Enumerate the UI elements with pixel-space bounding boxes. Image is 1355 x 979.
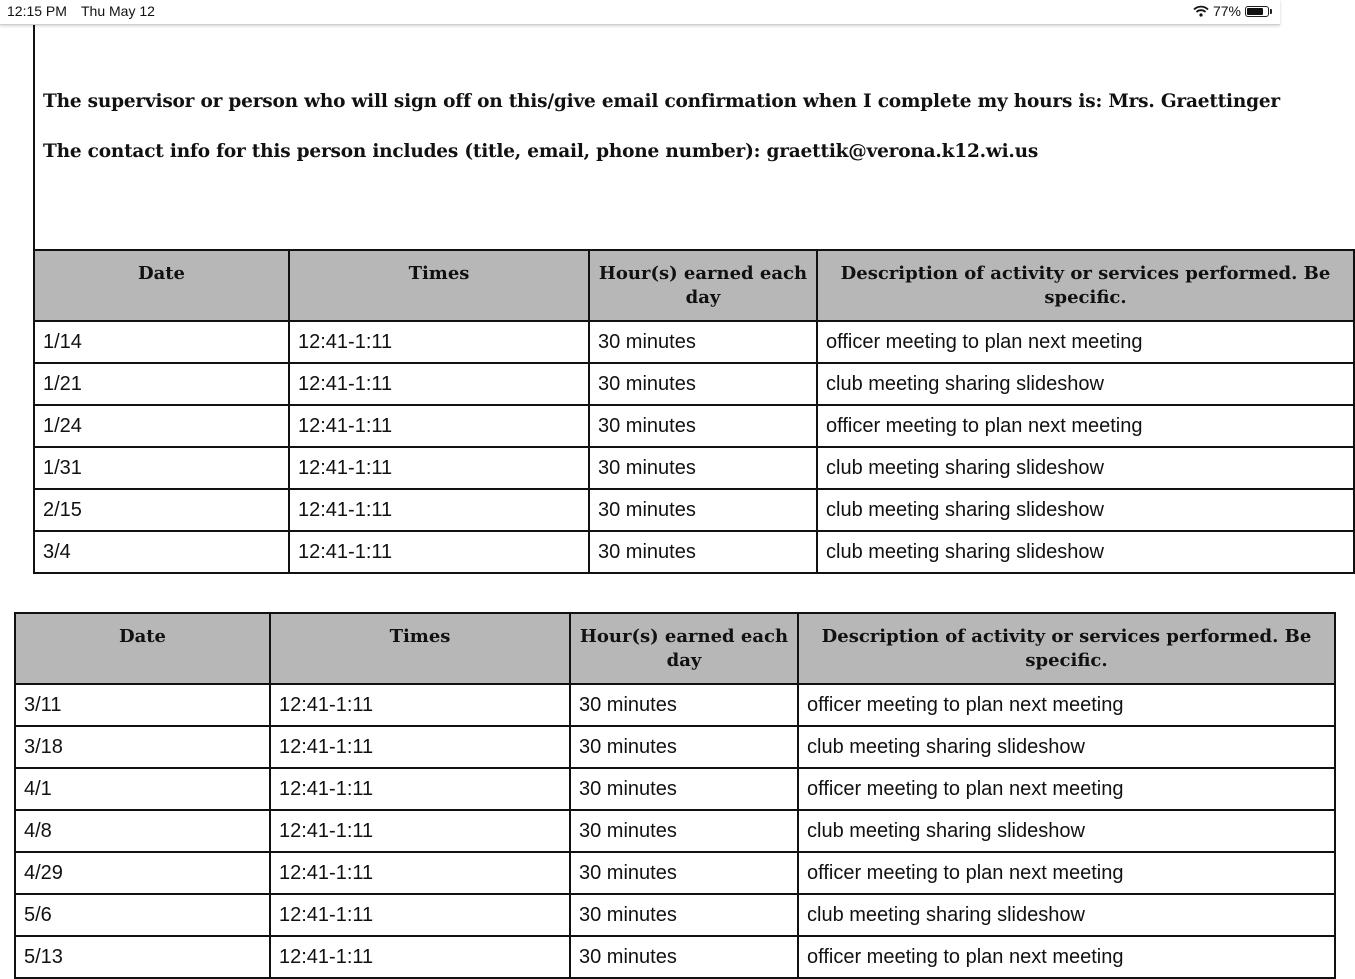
table-row (15, 684, 1335, 726)
cell-hours: 30 minutes (589, 489, 817, 531)
cell-description: club meeting sharing slideshow (798, 726, 1335, 768)
table-row (34, 321, 1354, 363)
supervisor-line: The supervisor or person who will sign off on this/give email confirmation when I complete my hours is: Mrs. Graettinger (43, 91, 1280, 112)
cell-date: 5/6 (15, 894, 270, 936)
cell-hours: 30 minutes (589, 531, 817, 573)
cell-hours: 30 minutes (589, 321, 817, 363)
cell-description: officer meeting to plan next meeting (798, 768, 1335, 810)
table-row (15, 936, 1335, 978)
table-header-row (34, 250, 1354, 321)
cell-hours: 30 minutes (570, 852, 798, 894)
cell-times: 12:41-1:11 (270, 936, 570, 978)
table-row (15, 768, 1335, 810)
contact-line: The contact info for this person includes (title, email, phone number): graettik@verona.k12.wi.us (43, 141, 1039, 162)
cell-times: 12:41-1:11 (270, 810, 570, 852)
cell-date: 1/31 (34, 447, 289, 489)
cell-times: 12:41-1:11 (289, 447, 589, 489)
cell-date: 3/18 (15, 726, 270, 768)
hours-table-2 (14, 612, 1336, 979)
table-row (34, 405, 1354, 447)
battery-tip (1270, 9, 1272, 14)
cell-date: 1/24 (34, 405, 289, 447)
header-description: Description of activity or services performed. Be specific. (798, 613, 1335, 684)
cell-description: officer meeting to plan next meeting (798, 852, 1335, 894)
cell-hours: 30 minutes (570, 726, 798, 768)
cell-description: officer meeting to plan next meeting (817, 321, 1354, 363)
info-box (33, 25, 1295, 249)
battery-percent: 77% (1212, 3, 1241, 19)
header-description: Description of activity or services performed. Be specific. (817, 250, 1354, 321)
cell-description: officer meeting to plan next meeting (817, 405, 1354, 447)
cell-description: club meeting sharing slideshow (817, 447, 1354, 489)
cell-times: 12:41-1:11 (270, 726, 570, 768)
cell-hours: 30 minutes (570, 894, 798, 936)
header-date: Date (34, 250, 289, 321)
cell-date: 2/15 (34, 489, 289, 531)
cell-times: 12:41-1:11 (289, 489, 589, 531)
cell-description: club meeting sharing slideshow (817, 489, 1354, 531)
wifi-icon (1193, 5, 1209, 17)
status-right-group (1193, 3, 1272, 19)
cell-hours: 30 minutes (570, 768, 798, 810)
cell-times: 12:41-1:11 (289, 531, 589, 573)
cell-times: 12:41-1:11 (270, 894, 570, 936)
cell-hours: 30 minutes (589, 447, 817, 489)
table-header-row (15, 613, 1335, 684)
cell-date: 4/29 (15, 852, 270, 894)
cell-hours: 30 minutes (570, 936, 798, 978)
table-row (15, 726, 1335, 768)
cell-times: 12:41-1:11 (289, 405, 589, 447)
cell-times: 12:41-1:11 (289, 363, 589, 405)
cell-hours: 30 minutes (570, 810, 798, 852)
cell-times: 12:41-1:11 (289, 321, 589, 363)
status-bar (0, 0, 1280, 25)
cell-times: 12:41-1:11 (270, 768, 570, 810)
cell-date: 5/13 (15, 936, 270, 978)
table-row (15, 810, 1335, 852)
battery-icon (1245, 6, 1269, 17)
cell-times: 12:41-1:11 (270, 684, 570, 726)
cell-date: 4/8 (15, 810, 270, 852)
status-time: 12:15 PM (7, 3, 67, 19)
hours-table-1 (33, 249, 1355, 574)
status-date: Thu May 12 (81, 3, 155, 19)
header-times: Times (289, 250, 589, 321)
cell-description: club meeting sharing slideshow (817, 531, 1354, 573)
header-date: Date (15, 613, 270, 684)
table-row (34, 531, 1354, 573)
cell-description: club meeting sharing slideshow (817, 363, 1354, 405)
cell-hours: 30 minutes (589, 405, 817, 447)
table-row (34, 363, 1354, 405)
cell-date: 1/14 (34, 321, 289, 363)
cell-description: club meeting sharing slideshow (798, 810, 1335, 852)
cell-date: 3/11 (15, 684, 270, 726)
cell-date: 4/1 (15, 768, 270, 810)
cell-hours: 30 minutes (589, 363, 817, 405)
header-hours: Hour(s) earned each day (570, 613, 798, 684)
cell-description: club meeting sharing slideshow (798, 894, 1335, 936)
cell-description: officer meeting to plan next meeting (798, 936, 1335, 978)
cell-date: 3/4 (34, 531, 289, 573)
document-page (0, 25, 1331, 968)
table-row (15, 894, 1335, 936)
table-row (34, 489, 1354, 531)
cell-description: officer meeting to plan next meeting (798, 684, 1335, 726)
header-times: Times (270, 613, 570, 684)
cell-times: 12:41-1:11 (270, 852, 570, 894)
header-hours: Hour(s) earned each day (589, 250, 817, 321)
cell-date: 1/21 (34, 363, 289, 405)
table-row (15, 852, 1335, 894)
cell-hours: 30 minutes (570, 684, 798, 726)
table-row (34, 447, 1354, 489)
